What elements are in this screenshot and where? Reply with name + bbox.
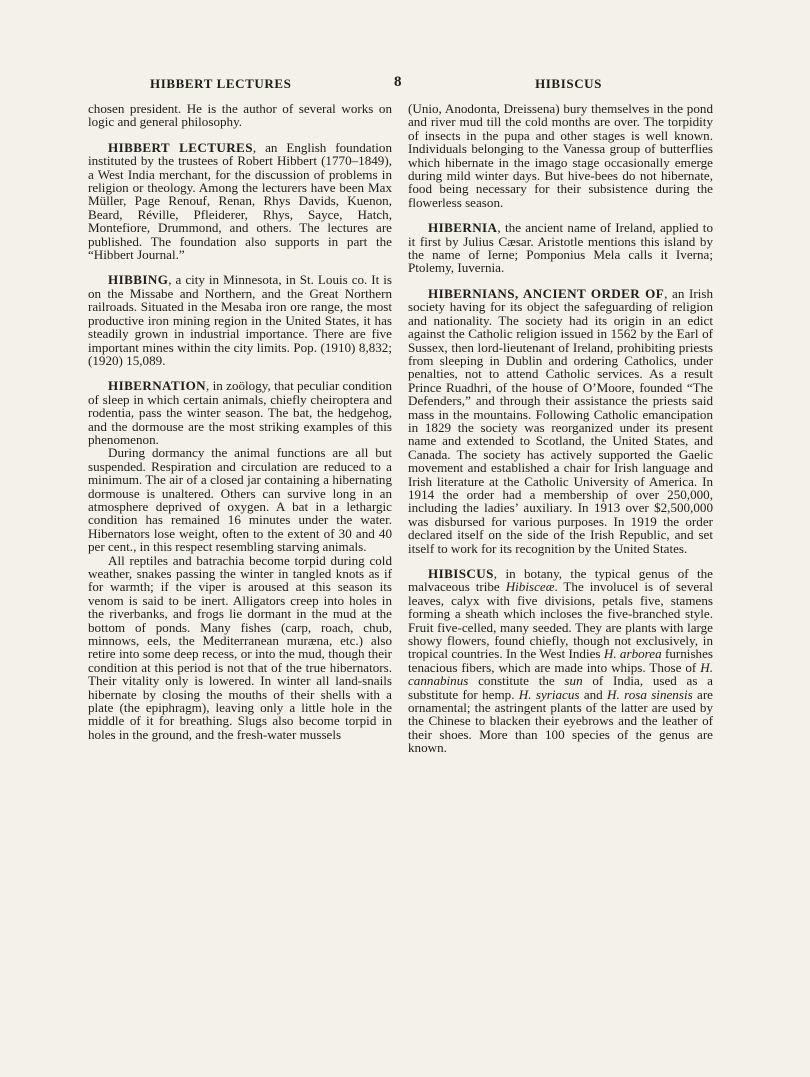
header-left-title: HIBBERT LECTURES (150, 76, 292, 91)
paragraph: All reptiles and batrachia become torpid during cold weather, snakes passing the winter in tangled knots as if for warmth; if the viper is aroused at this season its venom is said to be inert. Alligators creep into holes in the riverbanks, and frogs lie dormant in the mud at the bottom of ponds. Many fishes (carp, roach, chub, minnows, eels, the Mediterranean muræna, etc.) also retire into some deep recess, or into the mud, though their condition at this period is not that of the true hibernators. Their vitality only is lowered. In winter all land-snails hibernate by closing the mouths of their shells with a plate (the epiphragm), leaving only a little hole in the middle of it for breathing. Slugs also become torpid in holes in the ground, and the fresh-water mussels (88, 552, 392, 742)
entry-headword: HIBERNIANS, ANCIENT ORDER OF (428, 285, 665, 301)
entry-hibbing: HIBBING, a city in Minnesota, in St. Louis co. It is on the Missabe and Northern, and the Great Northern railroads. Situated in the Mesaba iron ore range, the most productive iron mining region in the United States, it has steadily grown in industrial importance. There are five important mines within the city limits. Pop. (1910) 8,832; (1920) 15,089. (88, 272, 392, 368)
entry-headword: HIBBING (108, 272, 169, 288)
paragraph: During dormancy the animal functions are all but suspended. Respiration and circulation are reduced to a minimum. The air of a closed jar containing a hibernating dormouse is unaltered. Others can survive long in an atmosphere deprived of oxygen. A bat in a lethargic condition has remained 16 minutes under the water. Hibernators lose weight, often to the extent of 30 and 40 per cent., in this respect resembling starving animals. (88, 445, 392, 555)
entry-hibbert-lectures: HIBBERT LECTURES, an English foundation instituted by the trustees of Robert Hibbert (1770–1849), a West India merchant, for the discussion of problems in religion or theology. Among the lecturers have been Max Müller, Page Renouf, Renan, Rhys Davids, Kuenon, Beard, Réville, Pfleiderer, Rhys, Sayce, Hatch, Montefiore, Drummond, and others. The lectures are published. The foundation also supports in part the “Hibbert Journal.” (88, 139, 392, 263)
paragraph: chosen president. He is the author of several works on logic and general philosophy. (88, 101, 392, 130)
left-column (88, 102, 392, 753)
entry-hibiscus: HIBISCUS, in botany, the typical genus of the malvaceous tribe Hibisceæ. The involucel is of several leaves, calyx with five divisions, petals five, stamens forming a sheath which incloses the five-branched style. Fruit five-celled, many seeded. They are plants with large showy flowers, found chiefly, though not exclusively, in tropical countries. In the West Indies H. arborea furnishes tenacious fibers, which are made into whips. Those of H. cannabinus constitute the sun of India, used as a substitute for hemp. H. syriacus and H. rosa sinensis are ornamental; the astringent plants of the latter are used by the Chinese to blacken their eyebrows and the leather of their shoes. More than 100 species of the genus are known. (408, 566, 713, 756)
header-right-title: HIBISCUS (535, 76, 602, 91)
entry-hibernians: HIBERNIANS, ANCIENT ORDER OF, an Irish society having for its object the safeguarding of religion and nationality. The society had its origin in an edict against the Catholic religion issued in 1562 by the Earl of Sussex, then lord-lieutenant of Ireland, prohibiting priests from sleeping in Dublin and ordering Catholics, under penalties, not to attend Catholic services. As a result Prince Ruadhri, of the house of O’Moore, founded “The Defenders,” and through their assistance the priests said mass in the mountains. Following Catholic emancipation in 1829 the society was reorganized under its present name and extended to Scotland, the United States, and Canada. The society has actively supported the Gaelic movement and established a chair for Irish language and Irish literature at the Catholic University of America. In 1914 the order had a membership of over 250,000, including the ladies’ auxiliary. In 1913 over $2,500,000 was disbursed for various purposes. In 1919 the order declared itself on the side of the Irish Republic, and set itself to work for its recognition by the United States. (408, 285, 713, 556)
paragraph: (Unio, Anodonta, Dreissena) bury themselves in the pond and river mud till the cold months are over. The torpidity of insects in the pupa and other stages is well known. Individuals belonging to the Vanessa group of butterflies which hibernate in the imago stage occasionally emerge during mild winter days. But hive-bees do not hibernate, food being necessary for their subsistence during the flowerless season. (408, 101, 713, 210)
entry-headword: HIBERNIA (428, 220, 498, 236)
entry-hibernia: HIBERNIA, the ancient name of Ireland, applied to it first by Julius Cæsar. Aristotle mentions this island by the name of Ierne; Pomponius Mela calls it Iverna; Ptolemy, Iuvernia. (408, 220, 713, 276)
entry-headword: HIBERNATION (108, 378, 207, 394)
entry-hibernation: HIBERNATION, in zoölogy, that peculiar condition of sleep in which certain animals, chiefly cheiroptera and rodentia, pass the winter season. The bat, the hedgehog, and the dormouse are the most striking examples of this phenomenon. (88, 378, 392, 447)
entry-headword: HIBISCUS (428, 566, 494, 581)
running-header (150, 76, 602, 96)
page-number: 8 (394, 74, 403, 90)
entry-headword: HIBBERT LECTURES (108, 139, 253, 155)
right-column (408, 102, 713, 767)
